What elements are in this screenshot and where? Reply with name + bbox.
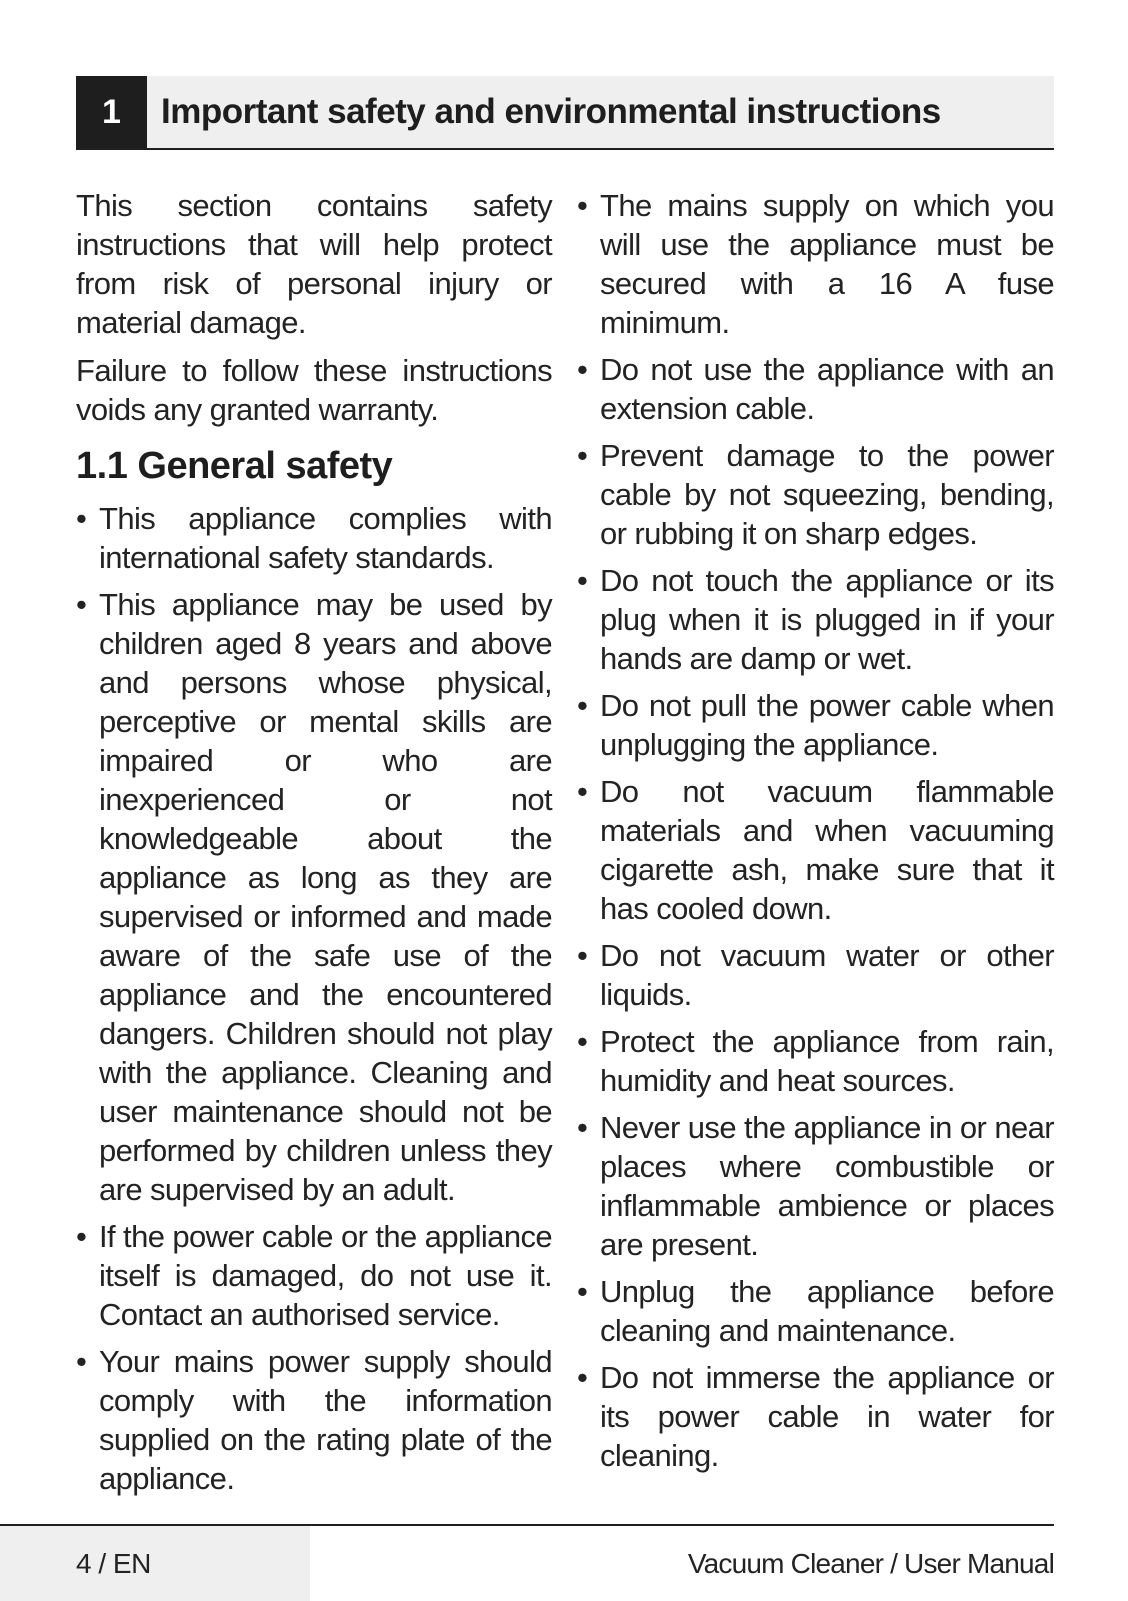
list-item-text: Protect the appliance from rain, humidity and heat sources. [600, 1024, 1054, 1098]
list-item-text: Do not vacuum water or other liquids. [600, 938, 1054, 1012]
footer-divider [0, 1524, 1054, 1526]
bullet-icon: • [577, 774, 588, 809]
bullet-icon: • [577, 1024, 588, 1059]
section-title: 1.1 General safety [76, 445, 393, 487]
list-item-text: Never use the appliance in or near places where combustible or inflammable ambience or places are present. [600, 1110, 1054, 1262]
list-item-text: The mains supply on which you will use the appliance must be secured with a 16 A fuse minimum. [600, 188, 1054, 340]
list-item-text: Do not use the appliance with an extension cable. [600, 352, 1054, 426]
bullet-icon: • [577, 352, 588, 387]
bullet-list-left [76, 499, 552, 1498]
list-item-text: If the power cable or the appliance itself is damaged, do not use it. Contact an authorised service. [99, 1219, 552, 1332]
document-title: Vacuum Cleaner / User Manual [687, 1548, 1054, 1579]
bullet-icon: • [577, 563, 588, 598]
intro-paragraph-1: This section contains safety instructions that will help protect from risk of personal injury or material damage. [76, 188, 552, 340]
bullet-icon: • [577, 438, 588, 473]
list-item [577, 1022, 1054, 1100]
list-item [577, 686, 1054, 764]
list-item-text: Do not pull the power cable when unplugging the appliance. [600, 688, 1054, 762]
list-item [577, 436, 1054, 553]
list-item-text: Prevent damage to the power cable by not squeezing, bending, or rubbing it on sharp edges. [600, 438, 1054, 551]
list-item-text: Do not immerse the appliance or its power cable in water for cleaning. [600, 1360, 1054, 1473]
bullet-icon: • [76, 501, 87, 536]
list-item [76, 499, 552, 577]
list-item-text: Do not vacuum flammable materials and when vacuuming cigarette ash, make sure that it has cooled down. [600, 774, 1054, 926]
bullet-icon: • [76, 587, 87, 622]
intro-paragraph-2: Failure to follow these instructions voids any granted warranty. [76, 353, 552, 427]
bullet-icon: • [577, 1274, 588, 1309]
chapter-number: 1 [76, 76, 147, 148]
bullet-icon: • [577, 188, 588, 223]
list-item [76, 585, 552, 1209]
list-item [577, 561, 1054, 678]
list-item-text: Your mains power supply should comply with the information supplied on the rating plate of the appliance. [99, 1344, 552, 1496]
list-item [577, 772, 1054, 928]
list-item [577, 350, 1054, 428]
list-item [577, 1108, 1054, 1264]
right-column [577, 186, 1054, 1483]
bullet-list-right [577, 186, 1054, 1475]
bullet-icon: • [76, 1219, 87, 1254]
bullet-icon: • [76, 1344, 87, 1379]
list-item [76, 1342, 552, 1498]
list-item [577, 936, 1054, 1014]
list-item [76, 1217, 552, 1334]
bullet-icon: • [577, 1110, 588, 1145]
list-item [577, 1358, 1054, 1475]
chapter-title: Important safety and environmental instructions [161, 92, 941, 131]
list-item-text: This appliance may be used by children aged 8 years and above and persons whose physical, perceptive or mental skills are impaired or who are inexperienced or not knowledgeable about the appliance as long as they are supervised or informed and made aware of the safe use of the appliance and the encountered dangers. Children should not play with the appliance. Cleaning and user maintenance should not be performed by children unless they are supervised by an adult. [99, 587, 552, 1207]
left-column [76, 186, 552, 1506]
bullet-icon: • [577, 1360, 588, 1395]
bullet-icon: • [577, 688, 588, 723]
list-item-text: Unplug the appliance before cleaning and maintenance. [600, 1274, 1054, 1348]
list-item-text: This appliance complies with international safety standards. [99, 501, 552, 575]
chapter-header [76, 76, 1054, 150]
footer-page-box [0, 1525, 310, 1601]
list-item-text: Do not touch the appliance or its plug when it is plugged in if your hands are damp or wet. [600, 563, 1054, 676]
list-item [577, 186, 1054, 342]
bullet-icon: • [577, 938, 588, 973]
page-number: 4 / EN [76, 1548, 151, 1579]
list-item [577, 1272, 1054, 1350]
